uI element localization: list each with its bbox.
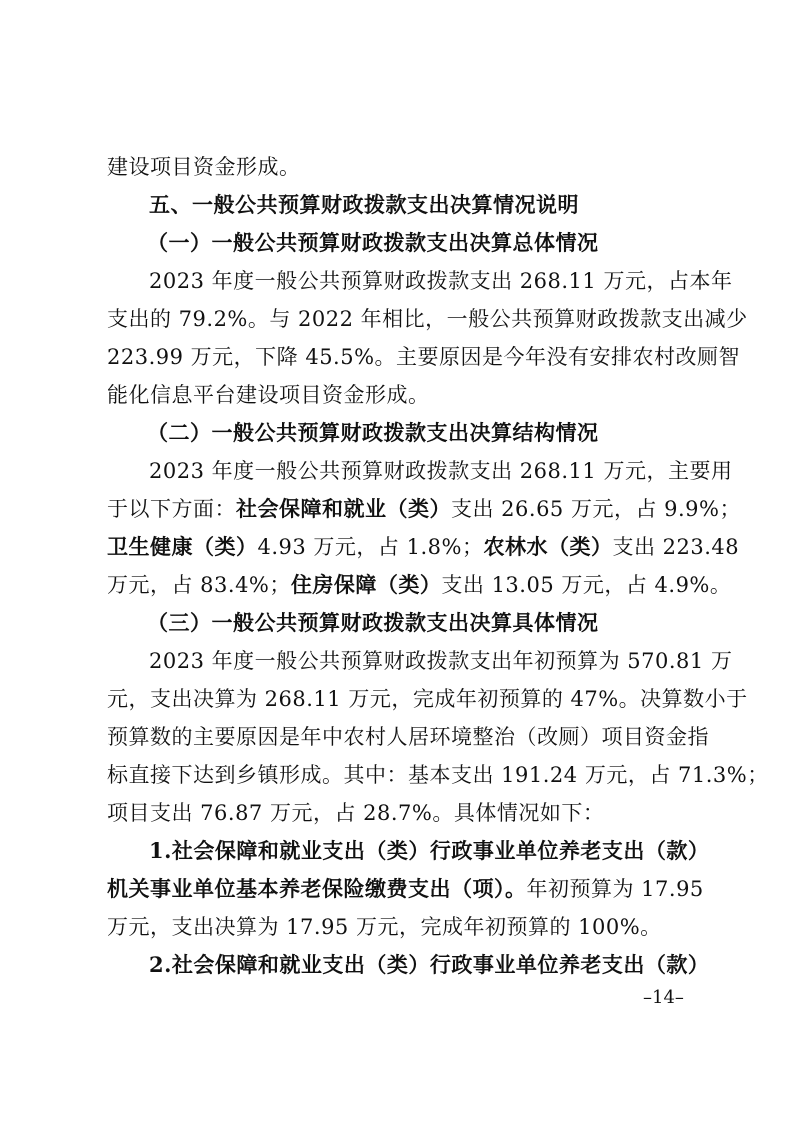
category-label: 住房保障（类） <box>290 572 442 597</box>
paragraph-line: 支出的 79.2%。与 2022 年相比，一般公共预算财政拨款支出减少 <box>107 307 748 331</box>
paragraph-line: 2023 年度一般公共预算财政拨款支出 268.11 万元，主要用 <box>149 459 733 483</box>
subsection-heading: （一）一般公共预算财政拨款支出决算总体情况 <box>147 230 599 255</box>
paragraph-line: 223.99 万元，下降 45.5%。主要原因是今年没有安排农村改厕智 <box>107 345 741 369</box>
paragraph-line: 2023 年度一般公共预算财政拨款支出年初预算为 570.81 万 <box>149 649 733 673</box>
category-label: 卫生健康（类） <box>107 534 258 559</box>
line-text: 支出 223.48 <box>612 535 740 559</box>
paragraph-line <box>107 532 740 562</box>
paragraph-line <box>107 570 732 600</box>
paragraph-line: 万元，支出决算为 17.95 万元，完成年初预算的 100%。 <box>107 915 662 939</box>
paragraph-line: 预算数的主要原因是年中农村人居环境整治（改厕）项目资金指 <box>107 725 709 749</box>
line-text: 于以下方面： <box>107 497 236 521</box>
item-heading: 1.社会保障和就业支出（类）行政事业单位养老支出（款） <box>149 838 710 863</box>
item-title: 机关事业单位基本养老保险缴费支出（项）。 <box>107 876 527 901</box>
paragraph-line: 建设项目资金形成。 <box>107 155 301 179</box>
line-text: 支出 13.05 万元，占 4.9%。 <box>441 573 732 597</box>
paragraph-line: 2023 年度一般公共预算财政拨款支出 268.11 万元，占本年 <box>149 269 733 293</box>
line-text: 万元，占 83.4%； <box>107 573 291 597</box>
subsection-heading: （三）一般公共预算财政拨款支出决算具体情况 <box>147 610 599 635</box>
line-text: 支出 26.65 万元，占 9.9%； <box>451 497 741 521</box>
paragraph-line: 标直接下达到乡镇形成。其中：基本支出 191.24 万元，占 71.3%； <box>107 763 769 787</box>
section-heading: 五、一般公共预算财政拨款支出决算情况说明 <box>149 193 579 217</box>
line-text: 4.93 万元，占 1.8%； <box>257 535 484 559</box>
paragraph-line: 元，支出决算为 268.11 万元，完成年初预算的 47%。决算数小于 <box>107 687 748 711</box>
subsection-heading: （二）一般公共预算财政拨款支出决算结构情况 <box>147 420 599 445</box>
paragraph-line <box>107 494 741 524</box>
page-number: –14– <box>643 987 684 1008</box>
paragraph-line: 项目支出 76.87 万元，占 28.7%。具体情况如下： <box>107 801 605 825</box>
item-heading: 2.社会保障和就业支出（类）行政事业单位养老支出（款） <box>149 952 710 977</box>
line-text: 年初预算为 17.95 <box>526 877 704 901</box>
category-label: 农林水（类） <box>483 534 613 559</box>
paragraph-line: 能化信息平台建设项目资金形成。 <box>107 383 430 407</box>
paragraph-line <box>107 874 704 904</box>
category-label: 社会保障和就业（类） <box>236 496 451 521</box>
